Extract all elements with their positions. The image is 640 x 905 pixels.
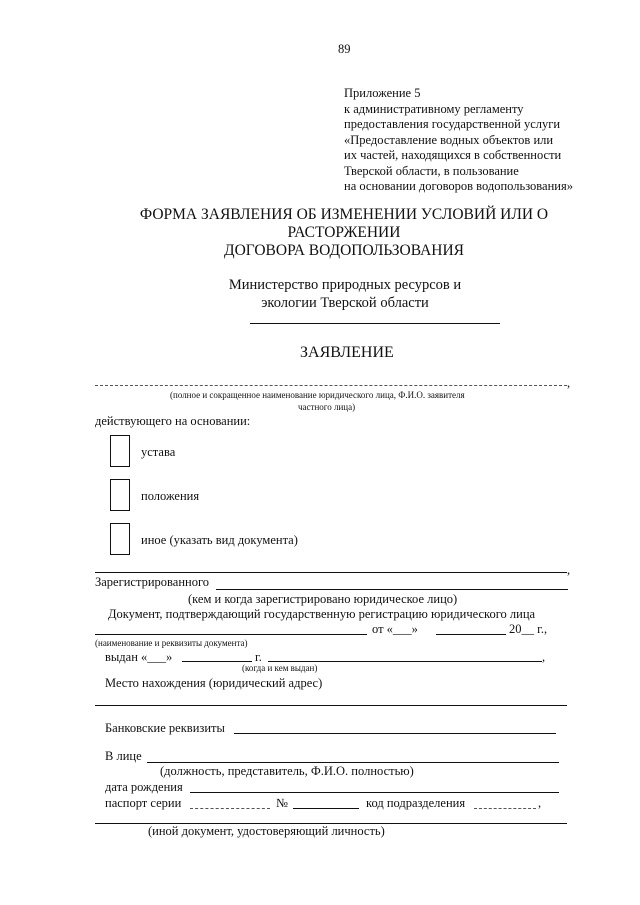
issued-month-field[interactable]	[182, 661, 252, 662]
registered-field[interactable]	[216, 589, 568, 590]
option-ustav-label: устава	[141, 445, 176, 459]
passport-series-field[interactable]	[190, 808, 270, 809]
appendix-block	[344, 86, 573, 195]
division-code-field[interactable]	[474, 808, 536, 809]
division-code-label: код подразделения	[366, 796, 466, 810]
registration-doc-label: Документ, подтверждающий государственную регистрацию юридического лица	[108, 607, 536, 621]
issued-comma: ,	[542, 650, 546, 664]
appendix-line: предоставления государственной услуги	[344, 117, 561, 131]
registration-doc-field[interactable]	[95, 634, 367, 635]
appendix-line: «Предоставление водных объектов или	[344, 132, 554, 147]
applicant-hint: частного лица)	[298, 402, 356, 412]
location-label: Место нахождения (юридический адрес)	[105, 676, 323, 690]
recipient-line: экологии Тверской области	[261, 295, 429, 311]
applicant-comma: ,	[567, 376, 571, 390]
registration-from-label: от «___»	[372, 622, 418, 636]
recipient-signature-line[interactable]	[250, 323, 500, 324]
registration-year-label: 20__ г.,	[509, 622, 548, 636]
issued-hint: (когда и кем выдан)	[242, 663, 318, 673]
recipient-block	[229, 276, 461, 312]
other-document-comma: ,	[567, 563, 571, 577]
passport-number-field[interactable]	[293, 808, 359, 809]
applicant-hint: (полное и сокращенное наименование юридического лица, Ф.И.О. заявителя	[170, 390, 465, 400]
form-title-line: ФОРМА ЗАЯВЛЕНИЯ ОБ ИЗМЕНЕНИИ УСЛОВИЙ ИЛИ О	[139, 206, 549, 223]
issued-g-label: г.	[255, 650, 262, 664]
form-title-line: РАСТОРЖЕНИИ	[287, 224, 401, 241]
page-number: 89	[338, 42, 351, 56]
registered-hint: (кем и когда зарегистрировано юридическое лицо)	[188, 592, 458, 606]
form-title-line: ДОГОВОРА ВОДОПОЛЬЗОВАНИЯ	[224, 242, 464, 259]
other-id-document-hint: (иной документ, удостоверяющий личность)	[148, 824, 385, 838]
recipient-line: Министерство природных ресурсов и	[228, 277, 462, 293]
checkbox-polozhenie[interactable]	[110, 479, 130, 511]
checkbox-ustav[interactable]	[110, 435, 130, 467]
location-field[interactable]	[95, 705, 567, 706]
appendix-line: на основании договоров водопользования»	[344, 179, 573, 193]
applicant-name-field[interactable]	[95, 385, 567, 386]
registration-month-field[interactable]	[436, 634, 506, 635]
bank-field[interactable]	[234, 733, 556, 734]
representative-hint: (должность, представитель, Ф.И.О. полностью)	[160, 764, 414, 778]
option-inoe-label: иное (указать вид документа)	[141, 533, 298, 547]
other-document-field[interactable]	[95, 572, 567, 573]
appendix-line: Тверской области, в пользование	[344, 163, 519, 178]
option-polozhenie-label: положения	[141, 489, 200, 503]
passport-series-label: паспорт серии	[105, 796, 182, 810]
form-title	[140, 206, 548, 260]
basis-label: действующего на основании:	[95, 414, 251, 428]
checkbox-inoe[interactable]	[110, 523, 130, 555]
birth-date-field[interactable]	[190, 792, 559, 793]
representative-field[interactable]	[147, 762, 559, 763]
representative-label: В лице	[105, 749, 142, 763]
statement-heading: ЗАЯВЛЕНИЕ	[300, 344, 394, 361]
passport-number-label: №	[276, 796, 288, 810]
registered-label: Зарегистрированного	[95, 575, 210, 589]
issued-label: выдан «___»	[105, 650, 173, 664]
appendix-line: их частей, находящихся в собственности	[344, 148, 562, 162]
appendix-line: Приложение 5	[344, 86, 421, 100]
appendix-line: к административному регламенту	[344, 101, 524, 116]
bank-label: Банковские реквизиты	[105, 721, 225, 735]
birth-date-label: дата рождения	[105, 780, 183, 794]
registration-doc-hint: (наименование и реквизиты документа)	[95, 638, 248, 648]
division-code-comma: ,	[538, 796, 542, 810]
issued-by-field[interactable]	[268, 661, 542, 662]
